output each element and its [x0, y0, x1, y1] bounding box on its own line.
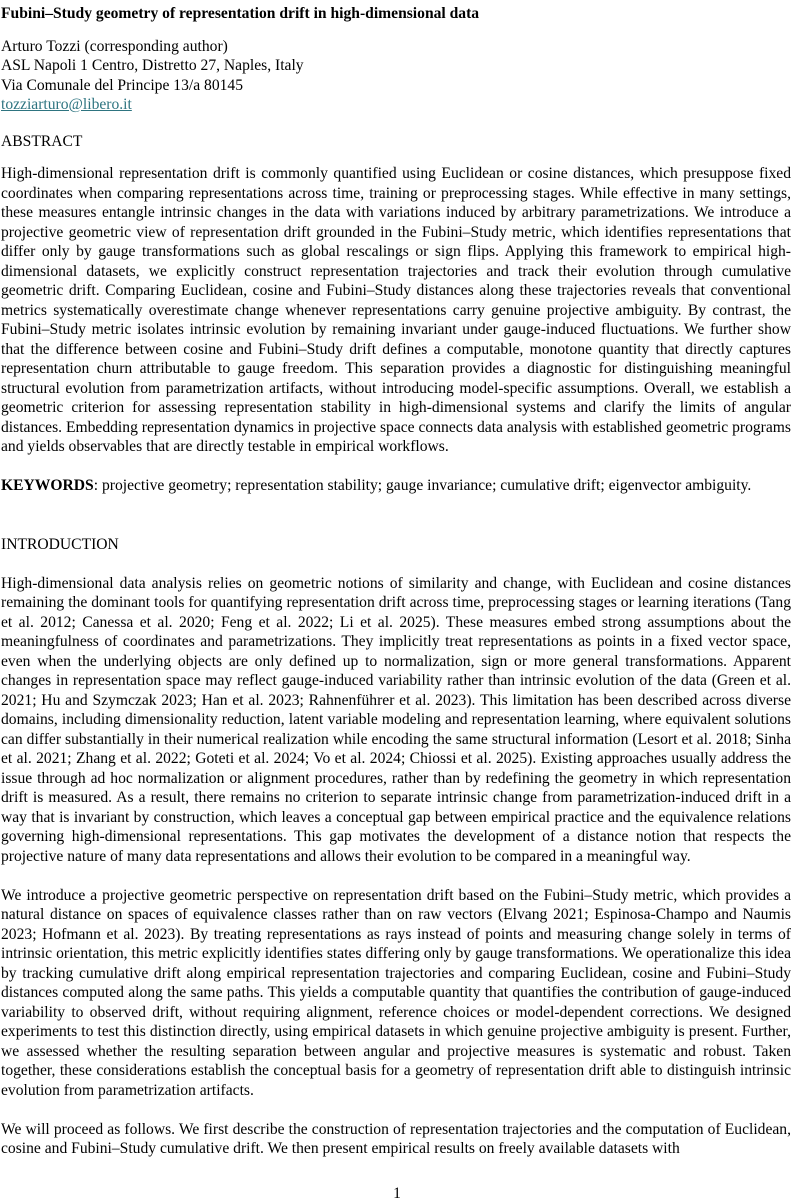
- introduction-paragraph: High-dimensional data analysis relies on geometric notions of similarity and change, with Euclidean and cosine distances remaining the dominant tools for quantifying representation drift across time, preprocessing stages or learning iterations (Tang et al. 2012; Canessa et al. 2020; Feng et al. 2022; Li et al. 2025). These measures embed strong assumptions about the meaningfulness of coordinates and parametrizations. They implicitly treat representations as points in a fixed vector space, even when the underlying objects are only defined up to normalization, sign or more general transformations. Apparent changes in representation space may reflect gauge-induced variability rather than intrinsic evolution of the data (Green et al. 2021; Hu and Szymczak 2023; Han et al. 2023; Rahnenführer et al. 2023). This limitation has been described across diverse domains, including dimensionality reduction, latent variable modeling and representation learning, where equivalent solutions can differ substantially in their numerical realization while encoding the same structural information (Lesort et al. 2018; Sinha et al. 2021; Zhang et al. 2022; Goteti et al. 2024; Vo et al. 2024; Chiossi et al. 2025). Existing approaches usually address the issue through ad hoc normalization or alignment procedures, rather than by redefining the geometry in which representation drift is measured. As a result, there remains no criterion to separate intrinsic change from parametrization-induced drift in a way that is invariant by construction, which leaves a conceptual gap between empirical practice and the equivalence relations governing high-dimensional representations. This gap motivates the development of a distance notion that respects the projective nature of many data representations and allows their evolution to be compared in a meaningful way.: [1, 574, 791, 865]
- author-email-link[interactable]: tozziarturo@libero.it: [1, 96, 132, 113]
- introduction-paragraph: We will proceed as follows. We first describe the construction of representation trajectories and the computation of Euclidean, cosine and Fubini–Study cumulative drift. We then present empirical results on freely available datasets with: [1, 1120, 791, 1157]
- introduction-heading: INTRODUCTION: [1, 535, 119, 553]
- paper-page: [1, 4, 791, 1159]
- author-name: Arturo Tozzi (corresponding author): [1, 37, 228, 55]
- abstract-text: High-dimensional representation drift is commonly quantified using Euclidean or cosine distances, which presuppose fixed coordinates when comparing representations across time, training or preprocessing stages. While effective in many settings, these measures entangle intrinsic changes in the data with variations induced by arbitrary parametrizations. We introduce a projective geometric view of representation drift grounded in the Fubini–Study metric, which identifies representations that differ only by gauge transformations such as global rescalings or sign flips. Applying this framework to empirical high-dimensional datasets, we explicitly construct representation trajectories and track their evolution through cumulative geometric drift. Comparing Euclidean, cosine and Fubini–Study distances along these trajectories reveals that conventional metrics systematically overestimate change whenever representations carry genuine projective ambiguity. By contrast, the Fubini–Study metric isolates intrinsic evolution by remaining invariant under gauge-induced fluctuations. We further show that the difference between cosine and Fubini–Study drift defines a computable, monotone quantity that directly captures representation churn attributable to gauge freedom. This separation provides a diagnostic for distinguishing meaningful structural evolution from parametrization artifacts, without introducing model-specific assumptions. Overall, we establish a geometric criterion for assessing representation stability in high-dimensional systems and clarify the limits of angular distances. Embedding representation dynamics in projective space connects data analysis with established geometric programs and yields observables that are directly testable in empirical workflows.: [1, 165, 791, 455]
- introduction-paragraph: We introduce a projective geometric perspective on representation drift based on the Fubini–Study metric, which provides a natural distance on spaces of equivalence classes rather than on raw vectors (Elvang 2021; Espinosa-Champo and Naumis 2023; Hofmann et al. 2023). By treating representations as rays instead of points and measuring change solely in terms of intrinsic orientation, this metric explicitly identifies states differing only by gauge transformations. We operationalize this idea by tracking cumulative drift along empirical representation trajectories and comparing Euclidean, cosine and Fubini–Study distances computed along the same paths. This yields a computable quantity that quantifies the contribution of gauge-induced variability to observed drift, without requiring alignment, reference choices or model-dependent corrections. We designed experiments to test this distinction directly, using empirical datasets in which genuine projective ambiguity is present. Further, we assessed whether the resulting separation between angular and projective measures is systematic and robust. Taken together, these considerations establish the conceptual basis for a geometry of representation drift able to distinguish intrinsic evolution from parametrization artifacts.: [1, 886, 791, 1099]
- keywords: [1, 476, 791, 496]
- author-affiliation: ASL Napoli 1 Centro, Distretto 27, Naples, Italy: [1, 57, 304, 74]
- keywords-text: : projective geometry; representation stability; gauge invariance; cumulative drift; eigenvector ambiguity.: [93, 477, 752, 494]
- keywords-label: KEYWORDS: [1, 477, 94, 494]
- page-number: 1: [393, 1185, 401, 1202]
- abstract-heading: ABSTRACT: [1, 132, 83, 150]
- paper-title: Fubini–Study geometry of representation drift in high-dimensional data: [1, 5, 480, 22]
- author-address: Via Comunale del Principe 13/a 80145: [1, 76, 244, 94]
